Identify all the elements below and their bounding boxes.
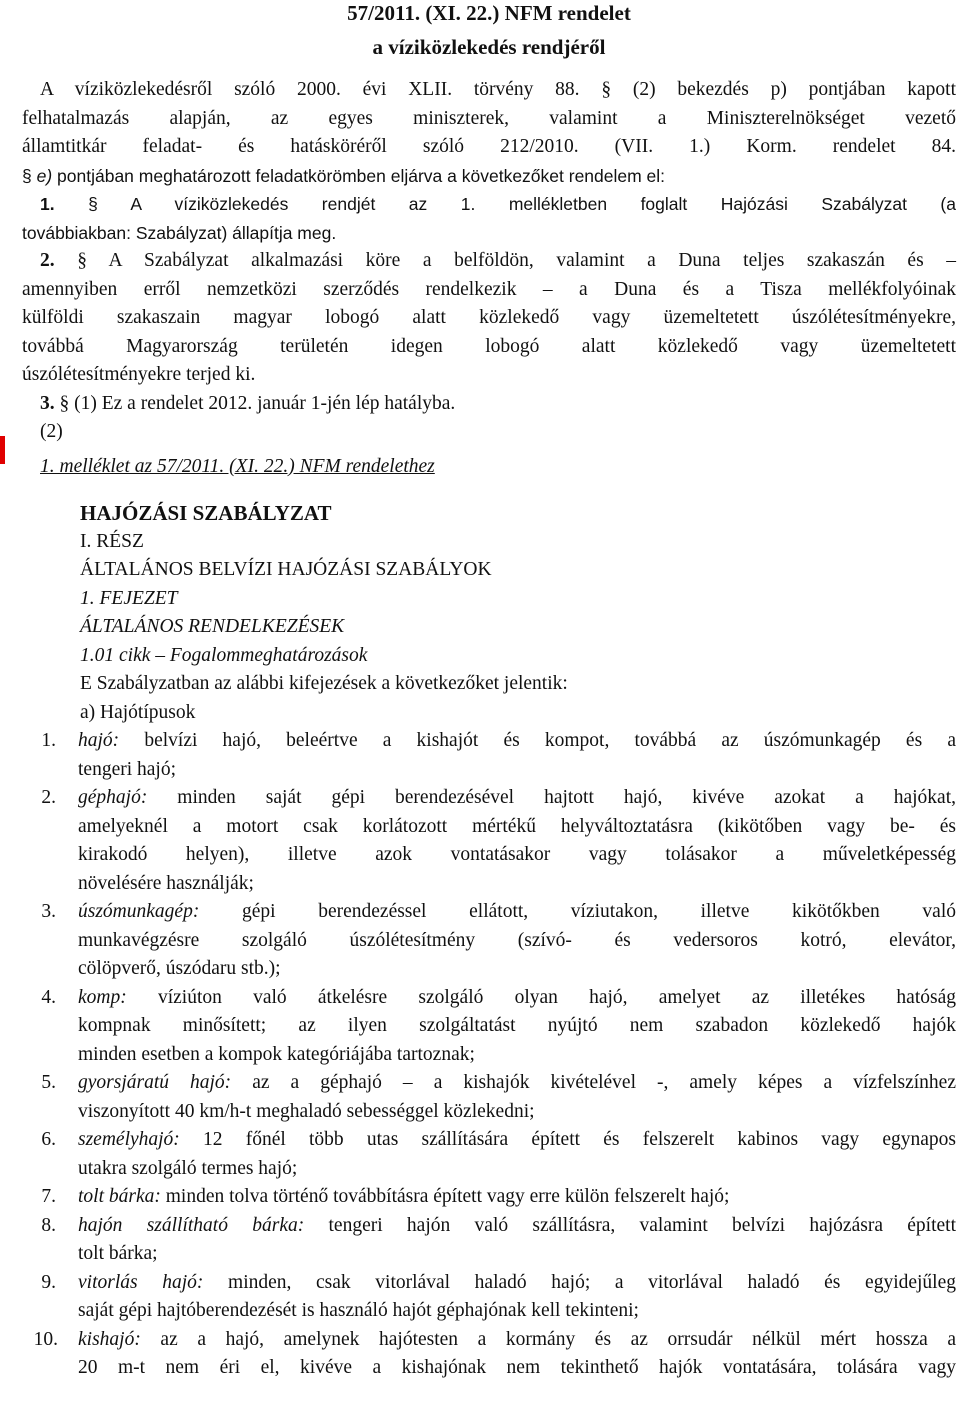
section-2-line: továbbá Magyarország területén idegen lobogó alatt közlekedő vagy üzemeltetett — [22, 335, 956, 357]
definition-text: belvízi hajó, beleértve a kishajót és kompot, továbbá az úszómunkagép és a — [119, 730, 956, 751]
annex-heading: HAJÓZÁSI SZABÁLYZAT — [80, 501, 332, 525]
definition-line — [78, 1326, 956, 1355]
definition-number: 6. — [41, 1129, 56, 1150]
definition-text: növelésére használják; — [78, 872, 254, 894]
definition-line — [78, 984, 956, 1013]
definitions-list — [22, 727, 956, 1383]
definition-item — [22, 1326, 956, 1383]
definition-term: tolt bárka: — [78, 1186, 161, 1207]
document-page — [22, 0, 956, 1383]
definition-text: víziúton való átkelésre szolgáló olyan hajó, amelyet az illetékes hatóság — [126, 986, 956, 1008]
part-title: ÁLTALÁNOS BELVÍZI HAJÓZÁSI SZABÁLYOK — [80, 559, 492, 580]
chapter-label: 1. FEJEZET — [80, 587, 178, 609]
definition-text: minden, csak vitorlával haladó hajó; a vitorlával haladó és egyidejűleg — [203, 1271, 957, 1293]
section-1 — [22, 190, 956, 247]
definition-line — [78, 955, 956, 984]
definition-line — [78, 1183, 956, 1212]
definition-text: munkavégzésre szolgáló úszólétesítmény (szívó- és vedersoros kotró, elevátor, — [78, 929, 956, 951]
definition-line — [78, 870, 956, 899]
definition-number: 10. — [33, 1328, 58, 1350]
definition-line — [78, 1354, 956, 1383]
preamble-line: § e) pontjában meghatározott feladatkörömben eljárva a következőket rendelem el: — [22, 165, 666, 186]
definition-line — [78, 784, 956, 813]
definition-text: az a hajó, amelynek hajótesten a kormány és az orrsudár nélkül mért hossza a — [140, 1328, 956, 1350]
definition-item — [22, 984, 956, 1070]
definition-number: 2. — [41, 787, 56, 808]
definition-line — [78, 927, 956, 956]
definition-number: 8. — [41, 1214, 56, 1236]
definition-number: 5. — [41, 1072, 56, 1093]
definition-number: 1. — [41, 730, 56, 751]
definition-text: amelyeknél a motort csak korlátozott mértékű helyváltoztatásra (kikötőben vagy be- és — [78, 815, 956, 837]
section-1-line: továbbiakban: Szabályzat) állapítja meg. — [22, 222, 337, 243]
definition-item — [22, 1269, 956, 1326]
definition-term: személyhajó: — [78, 1129, 180, 1150]
definition-text: gépi berendezéssel ellátott, víziutakon, illetve kikötőkben való — [199, 901, 956, 922]
definition-text: az a géphajó – a kishajók kivételével -, amely képes a vízfelszínhez — [231, 1072, 956, 1093]
definition-text: 20 m-t nem éri el, kivéve a kishajónak nem tekinthető hajók vontatására, tolására vagy — [78, 1357, 956, 1378]
definition-line — [78, 1212, 956, 1241]
section-2-line: 2. § A Szabályzat alkalmazási köre a belföldön, valamint a Duna teljes szakaszán és – — [40, 250, 956, 271]
section-3-line: 3. § (1) Ez a rendelet 2012. január 1-jén lép hatályba. — [40, 392, 456, 414]
definition-item — [22, 727, 956, 784]
definition-text: utakra szolgáló termes hajó; — [78, 1157, 298, 1179]
definition-line — [78, 1098, 956, 1127]
definition-item — [22, 784, 956, 898]
definition-text: tengeri hajón való szállításra, valamint belvízi hajózásra épített — [304, 1214, 956, 1236]
regulation-subtitle: a víziközlekedés rendjéről — [372, 35, 606, 59]
definition-line — [78, 1069, 956, 1098]
definition-term: úszómunkagép: — [78, 901, 200, 922]
article-title: 1.01 cikk – Fogalommeghatározások — [80, 644, 368, 666]
section-2-line: külföldi szakaszain magyar lobogó alatt közlekedő vagy üzemeltetett úszólétesítményekre, — [22, 307, 956, 328]
definition-term: hajó: — [78, 730, 120, 751]
preamble-line: felhatalmazás alapján, az egyes miniszterek, valamint a Miniszterelnökséget vezető — [22, 107, 956, 129]
definition-text: tengeri hajó; — [78, 758, 177, 780]
definition-number: 3. — [41, 901, 56, 922]
subheading: a) Hajótípusok — [80, 701, 196, 723]
section-3 — [22, 390, 956, 447]
definition-line — [78, 1297, 956, 1326]
definition-item — [22, 1183, 956, 1212]
section-2 — [22, 247, 956, 390]
definition-line — [78, 813, 956, 842]
section-1-line: 1. § A víziközlekedés rendjét az 1. mellékletben foglalt Hajózási Szabályzat (a — [40, 194, 956, 214]
definition-line — [78, 727, 956, 756]
chapter-title: ÁLTALÁNOS RENDELKEZÉSEK — [80, 616, 345, 637]
revision-marker — [0, 436, 5, 464]
definition-text: cölöpverő, úszódaru stb.); — [78, 958, 281, 979]
definition-text: kirakodó helyen), illetve azok vontatásakor vagy tolásakor a műveletképesség — [78, 844, 956, 865]
definition-number: 7. — [41, 1186, 56, 1207]
definition-term: géphajó: — [78, 787, 148, 808]
regulation-title: 57/2011. (XI. 22.) NFM rendelet — [347, 1, 631, 25]
definition-number: 9. — [41, 1271, 56, 1293]
annex-reference: 1. melléklet az 57/2011. (XI. 22.) NFM rendelethez — [40, 455, 435, 477]
definition-item — [22, 1069, 956, 1126]
definition-text: minden saját gépi berendezésével hajtott hajó, kivéve azokat a hajókat, — [147, 787, 956, 808]
definition-term: hajón szállítható bárka: — [78, 1214, 305, 1236]
definition-line — [78, 841, 956, 870]
definition-term: komp: — [78, 986, 127, 1008]
section-3-line: (2) — [40, 421, 63, 442]
section-2-line: úszólétesítményekre terjed ki. — [22, 364, 256, 385]
definition-text: minden tolva történő továbbításra épített vagy erre külön felszerelt hajó; — [160, 1186, 730, 1207]
preamble — [22, 76, 956, 190]
article-intro: E Szabályzatban az alábbi kifejezések a következőket jelentik: — [80, 673, 568, 694]
section-2-line: amennyiben erről nemzetközi szerződés rendelkezik – a Duna és a Tisza mellékfolyóinak — [22, 278, 956, 300]
annex-body — [22, 499, 956, 727]
definition-text: viszonyított 40 km/h-t meghaladó sebességgel közlekedni; — [78, 1100, 535, 1122]
definition-line — [78, 1041, 956, 1070]
definition-text: tolt bárka; — [78, 1243, 158, 1264]
definition-line — [78, 898, 956, 927]
definition-term: vitorlás hajó: — [78, 1271, 204, 1293]
definition-item — [22, 1212, 956, 1269]
definition-line — [78, 1269, 956, 1298]
definition-line — [78, 756, 956, 785]
definition-number: 4. — [41, 986, 56, 1008]
preamble-line: államtitkár feladat- és hatásköréről szóló 212/2010. (VII. 1.) Korm. rendelet 84. — [22, 136, 956, 157]
definition-text: saját gépi hajtóberendezését is használó hajót géphajónak kell tekinteni; — [78, 1300, 639, 1321]
definition-text: kompnak minősített; az ilyen szolgáltatást nyújtó nem szabadon közlekedő hajók — [78, 1015, 956, 1036]
definition-text: 12 főnél több utas szállítására épített és felszerelt kabinos vagy egynapos — [179, 1129, 956, 1150]
definition-term: gyorsjáratú hajó: — [78, 1072, 232, 1093]
definition-term: kishajó: — [78, 1328, 141, 1350]
definition-item — [22, 898, 956, 984]
part-label: I. RÉSZ — [80, 530, 144, 552]
definition-line — [78, 1240, 956, 1269]
definition-line — [78, 1126, 956, 1155]
definition-line — [78, 1012, 956, 1041]
definition-line — [78, 1155, 956, 1184]
definition-text: minden esetben a kompok kategóriájába tartoznak; — [78, 1043, 475, 1065]
definition-item — [22, 1126, 956, 1183]
preamble-line: A víziközlekedésről szóló 2000. évi XLII. törvény 88. § (2) bekezdés p) pontjában kapott — [40, 79, 956, 100]
